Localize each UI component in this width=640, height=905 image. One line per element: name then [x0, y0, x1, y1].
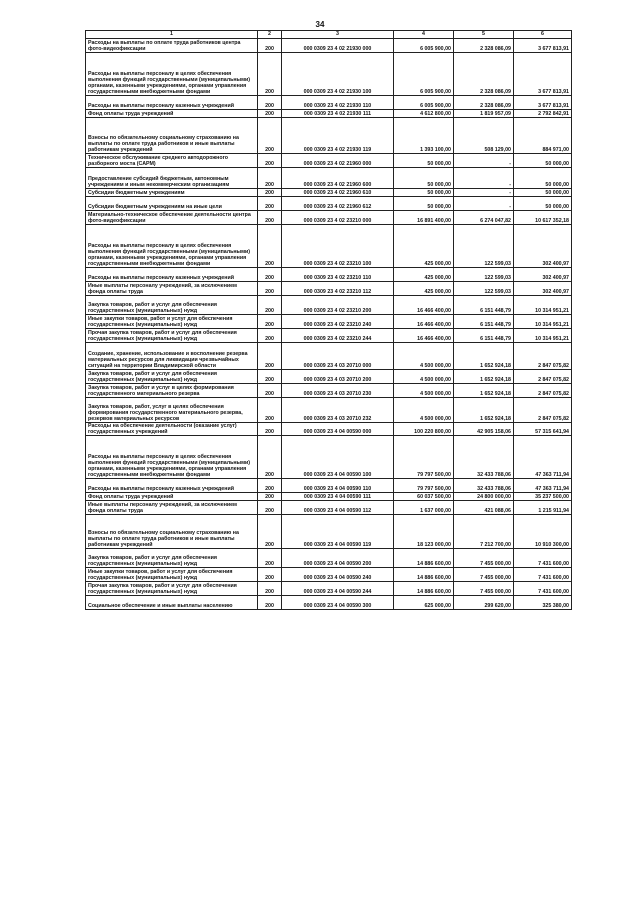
line-code-cell: 200 — [258, 154, 282, 168]
budget-classification-code: 000 0309 23 4 03 20710 230 — [282, 384, 394, 398]
table-row — [86, 189, 572, 197]
approved-amount: 6 005 900,00 — [394, 39, 454, 53]
unexecuted-amount: 47 363 711,94 — [514, 479, 572, 493]
table-row — [86, 436, 572, 479]
line-code-cell: 200 — [258, 596, 282, 610]
approved-amount: 14 886 600,00 — [394, 549, 454, 568]
executed-amount: - — [454, 197, 514, 211]
line-code-cell: 200 — [258, 118, 282, 154]
line-code-cell: 200 — [258, 398, 282, 423]
unexecuted-amount: 7 431 600,00 — [514, 568, 572, 582]
budget-classification-code: 000 0309 23 4 02 21960 612 — [282, 197, 394, 211]
line-code-cell: 200 — [258, 329, 282, 343]
table-row — [86, 197, 572, 211]
line-item-name: Иные выплаты персоналу учреждений, за исключением фонда оплаты труда — [86, 501, 258, 515]
executed-amount: 24 800 000,00 — [454, 493, 514, 501]
executed-amount: 6 151 448,79 — [454, 296, 514, 315]
approved-amount: 6 005 900,00 — [394, 53, 454, 96]
line-item-name: Прочая закупка товаров, работ и услуг для обеспечения государственных (муниципальных) нужд — [86, 582, 258, 596]
table-row — [86, 168, 572, 189]
budget-classification-code: 000 0309 23 4 02 21960 600 — [282, 168, 394, 189]
table-row — [86, 515, 572, 549]
unexecuted-amount: 302 400,97 — [514, 282, 572, 296]
line-code-cell: 200 — [258, 315, 282, 329]
line-item-name: Расходы на выплаты персоналу казенных учреждений — [86, 479, 258, 493]
budget-execution-table — [85, 30, 572, 610]
executed-amount: 7 455 000,00 — [454, 568, 514, 582]
unexecuted-amount: 325 380,00 — [514, 596, 572, 610]
table-row — [86, 370, 572, 384]
table-row — [86, 549, 572, 568]
line-code-cell: 200 — [258, 343, 282, 370]
budget-classification-code: 000 0309 23 4 02 21960 000 — [282, 154, 394, 168]
line-item-name: Предоставление субсидий бюджетным, автономным учреждениям и иным некоммерческим организациям — [86, 168, 258, 189]
unexecuted-amount: 10 314 951,21 — [514, 329, 572, 343]
approved-amount: 50 000,00 — [394, 154, 454, 168]
approved-amount: 425 000,00 — [394, 268, 454, 282]
budget-classification-code: 000 0309 23 4 02 23210 112 — [282, 282, 394, 296]
approved-amount: 16 466 400,00 — [394, 296, 454, 315]
budget-classification-code: 000 0309 23 4 04 00590 200 — [282, 549, 394, 568]
approved-amount: 50 000,00 — [394, 197, 454, 211]
unexecuted-amount: 50 000,00 — [514, 154, 572, 168]
table-row — [86, 315, 572, 329]
line-code-cell: 200 — [258, 549, 282, 568]
budget-classification-code: 000 0309 23 4 02 23210 000 — [282, 211, 394, 225]
approved-amount: 16 466 400,00 — [394, 315, 454, 329]
approved-amount: 18 123 000,00 — [394, 515, 454, 549]
table-row — [86, 568, 572, 582]
executed-amount: 42 905 158,06 — [454, 423, 514, 436]
line-code-cell: 200 — [258, 197, 282, 211]
approved-amount: 1 393 100,00 — [394, 118, 454, 154]
unexecuted-amount: 10 314 951,21 — [514, 315, 572, 329]
approved-amount: 14 886 600,00 — [394, 582, 454, 596]
budget-classification-code: 000 0309 23 4 02 21930 119 — [282, 118, 394, 154]
budget-classification-code: 000 0309 23 4 02 23210 100 — [282, 225, 394, 268]
approved-amount: 1 637 000,00 — [394, 501, 454, 515]
budget-classification-code: 000 0309 23 4 04 00590 110 — [282, 479, 394, 493]
table-row — [86, 211, 572, 225]
table-row — [86, 118, 572, 154]
approved-amount: 100 220 800,00 — [394, 423, 454, 436]
budget-classification-code: 000 0309 23 4 03 20710 200 — [282, 370, 394, 384]
table-row — [86, 96, 572, 110]
line-item-name: Взносы по обязательному социальному страхованию на выплаты по оплате труда работников и иные выплаты работникам учреждений — [86, 515, 258, 549]
table-row — [86, 268, 572, 282]
line-code-cell: 200 — [258, 168, 282, 189]
table-row — [86, 423, 572, 436]
executed-amount: 6 274 047,82 — [454, 211, 514, 225]
executed-amount: 1 819 957,09 — [454, 110, 514, 118]
line-code-cell: 200 — [258, 423, 282, 436]
column-number-4: 4 — [394, 31, 454, 39]
approved-amount: 60 037 500,00 — [394, 493, 454, 501]
budget-classification-code: 000 0309 23 4 02 23210 240 — [282, 315, 394, 329]
column-number-1: 1 — [86, 31, 258, 39]
executed-amount: 2 328 086,09 — [454, 96, 514, 110]
line-item-name: Иные выплаты персоналу учреждений, за исключением фонда оплаты труда — [86, 282, 258, 296]
line-code-cell: 200 — [258, 384, 282, 398]
line-item-name: Прочая закупка товаров, работ и услуг для обеспечения государственных (муниципальных) нужд — [86, 329, 258, 343]
line-item-name: Закупка товаров, работ и услуг для обеспечения государственных (муниципальных) нужд — [86, 549, 258, 568]
unexecuted-amount: 50 000,00 — [514, 189, 572, 197]
unexecuted-amount: 2 847 075,82 — [514, 370, 572, 384]
unexecuted-amount: 2 847 075,82 — [514, 398, 572, 423]
line-code-cell: 200 — [258, 39, 282, 53]
executed-amount: 1 652 924,18 — [454, 343, 514, 370]
line-code-cell: 200 — [258, 110, 282, 118]
executed-amount: 2 328 086,09 — [454, 39, 514, 53]
executed-amount: 421 088,06 — [454, 501, 514, 515]
unexecuted-amount: 3 677 813,91 — [514, 39, 572, 53]
approved-amount: 625 000,00 — [394, 596, 454, 610]
executed-amount: 32 433 788,06 — [454, 436, 514, 479]
budget-classification-code: 000 0309 23 4 04 00590 111 — [282, 493, 394, 501]
line-item-name: Техническое обслуживание среднего автодорожного разборного моста (САРМ) — [86, 154, 258, 168]
approved-amount: 4 500 000,00 — [394, 343, 454, 370]
line-item-name: Социальное обеспечение и иные выплаты населению — [86, 596, 258, 610]
table-row — [86, 479, 572, 493]
table-row — [86, 53, 572, 96]
executed-amount: 299 620,00 — [454, 596, 514, 610]
line-code-cell: 200 — [258, 225, 282, 268]
line-item-name: Расходы на выплаты персоналу казенных учреждений — [86, 268, 258, 282]
column-number-5: 5 — [454, 31, 514, 39]
budget-classification-code: 000 0309 23 4 02 21930 111 — [282, 110, 394, 118]
executed-amount: 6 151 448,79 — [454, 315, 514, 329]
line-item-name: Фонд оплаты труда учреждений — [86, 493, 258, 501]
unexecuted-amount: 7 431 600,00 — [514, 582, 572, 596]
column-number-2: 2 — [258, 31, 282, 39]
table-row — [86, 110, 572, 118]
line-code-cell: 200 — [258, 189, 282, 197]
table-row — [86, 343, 572, 370]
unexecuted-amount: 302 400,97 — [514, 268, 572, 282]
line-item-name: Иные закупки товаров, работ и услуг для обеспечения государственных (муниципальных) нужд — [86, 568, 258, 582]
budget-classification-code: 000 0309 23 4 04 00590 119 — [282, 515, 394, 549]
executed-amount: 1 652 924,18 — [454, 398, 514, 423]
table-row — [86, 596, 572, 610]
line-item-name: Расходы на выплаты персоналу в целях обеспечения выполнения функций государственными (муниципальными) органами, казенными учреждениями, органами управления государственными внебюджетными фондами — [86, 436, 258, 479]
unexecuted-amount: 7 431 600,00 — [514, 549, 572, 568]
table-row — [86, 154, 572, 168]
line-item-name: Фонд оплаты труда учреждений — [86, 110, 258, 118]
budget-classification-code: 000 0309 23 4 04 00590 112 — [282, 501, 394, 515]
budget-classification-code: 000 0309 23 4 04 00590 240 — [282, 568, 394, 582]
line-code-cell: 200 — [258, 296, 282, 315]
line-code-cell: 200 — [258, 582, 282, 596]
line-code-cell: 200 — [258, 568, 282, 582]
table-row — [86, 225, 572, 268]
approved-amount: 425 000,00 — [394, 282, 454, 296]
executed-amount: - — [454, 168, 514, 189]
line-code-cell: 200 — [258, 268, 282, 282]
executed-amount: 7 455 000,00 — [454, 549, 514, 568]
approved-amount: 79 797 500,00 — [394, 436, 454, 479]
executed-amount: 6 151 448,79 — [454, 329, 514, 343]
page-number: 34 — [315, 20, 325, 29]
line-item-name: Закупка товаров, работ и услуг в целях формирования государственного материального резерва — [86, 384, 258, 398]
budget-classification-code: 000 0309 23 4 04 00590 100 — [282, 436, 394, 479]
line-item-name: Расходы на выплаты по оплате труда работников центра фото-видеофиксации — [86, 39, 258, 53]
table-row — [86, 296, 572, 315]
line-item-name: Закупка товаров, работ и услуг для обеспечения государственных (муниципальных) нужд — [86, 370, 258, 384]
table-row — [86, 398, 572, 423]
column-number-6: 6 — [514, 31, 572, 39]
executed-amount: - — [454, 154, 514, 168]
line-item-name: Расходы на выплаты персоналу в целях обеспечения выполнения функций государственными (муниципальными) органами, казенными учреждениями, органами управления государственными внебюджетными фондами — [86, 53, 258, 96]
approved-amount: 79 797 500,00 — [394, 479, 454, 493]
line-item-name: Создание, хранение, использование и восполнение резерва материальных ресурсов для ликвидации чрезвычайных ситуаций на территории Владимирской области — [86, 343, 258, 370]
line-code-cell: 200 — [258, 370, 282, 384]
approved-amount: 16 891 400,00 — [394, 211, 454, 225]
line-code-cell: 200 — [258, 501, 282, 515]
executed-amount: 122 599,03 — [454, 282, 514, 296]
line-item-name: Закупка товаров, работ и услуг для обеспечения государственных (муниципальных) нужд — [86, 296, 258, 315]
executed-amount: 508 129,00 — [454, 118, 514, 154]
budget-classification-code: 000 0309 23 4 03 20710 000 — [282, 343, 394, 370]
unexecuted-amount: 57 315 641,94 — [514, 423, 572, 436]
unexecuted-amount: 35 237 500,00 — [514, 493, 572, 501]
approved-amount: 6 005 900,00 — [394, 96, 454, 110]
line-code-cell: 200 — [258, 493, 282, 501]
line-code-cell: 200 — [258, 282, 282, 296]
table-row — [86, 329, 572, 343]
unexecuted-amount: 2 847 075,82 — [514, 343, 572, 370]
executed-amount: 32 433 788,06 — [454, 479, 514, 493]
line-item-name: Субсидии бюджетным учреждениям — [86, 189, 258, 197]
approved-amount: 4 500 000,00 — [394, 398, 454, 423]
executed-amount: 7 212 700,00 — [454, 515, 514, 549]
budget-classification-code: 000 0309 23 4 02 23210 244 — [282, 329, 394, 343]
unexecuted-amount: 2 792 842,91 — [514, 110, 572, 118]
budget-classification-code: 000 0309 23 4 04 00590 000 — [282, 423, 394, 436]
executed-amount: 7 455 000,00 — [454, 582, 514, 596]
line-code-cell: 200 — [258, 479, 282, 493]
budget-classification-code: 000 0309 23 4 02 23210 200 — [282, 296, 394, 315]
unexecuted-amount: 50 000,00 — [514, 168, 572, 189]
line-item-name: Взносы по обязательному социальному страхованию на выплаты по оплате труда работников и иные выплаты работникам учреждений — [86, 118, 258, 154]
unexecuted-amount: 302 400,97 — [514, 225, 572, 268]
table-row — [86, 582, 572, 596]
budget-classification-code: 000 0309 23 4 02 21960 610 — [282, 189, 394, 197]
unexecuted-amount: 10 314 951,21 — [514, 296, 572, 315]
line-item-name: Материально-техническое обеспечение деятельности центра фото-видеофиксации — [86, 211, 258, 225]
unexecuted-amount: 1 215 911,94 — [514, 501, 572, 515]
budget-classification-code: 000 0309 23 4 02 21930 000 — [282, 39, 394, 53]
approved-amount: 4 500 000,00 — [394, 384, 454, 398]
line-item-name: Субсидии бюджетным учреждениям на иные цели — [86, 197, 258, 211]
line-code-cell: 200 — [258, 96, 282, 110]
unexecuted-amount: 50 000,00 — [514, 197, 572, 211]
executed-amount: 122 599,03 — [454, 225, 514, 268]
line-item-name: Расходы на выплаты персоналу казенных учреждений — [86, 96, 258, 110]
unexecuted-amount: 3 677 813,91 — [514, 53, 572, 96]
approved-amount: 4 612 800,00 — [394, 110, 454, 118]
approved-amount: 16 466 400,00 — [394, 329, 454, 343]
unexecuted-amount: 47 363 711,94 — [514, 436, 572, 479]
executed-amount: - — [454, 189, 514, 197]
approved-amount: 4 500 000,00 — [394, 370, 454, 384]
executed-amount: 122 599,03 — [454, 268, 514, 282]
line-code-cell: 200 — [258, 515, 282, 549]
line-item-name: Закупка товаров, работ, услуг в целях обеспечения формирования государственного материального резерва, резервов материальных ресурсов — [86, 398, 258, 423]
line-code-cell: 200 — [258, 211, 282, 225]
line-code-cell: 200 — [258, 436, 282, 479]
line-item-name: Расходы на обеспечение деятельности (оказание услуг) государственных учреждений — [86, 423, 258, 436]
budget-classification-code: 000 0309 23 4 02 21930 100 — [282, 53, 394, 96]
budget-classification-code: 000 0309 23 4 04 00590 300 — [282, 596, 394, 610]
budget-classification-code: 000 0309 23 4 02 23210 110 — [282, 268, 394, 282]
approved-amount: 425 000,00 — [394, 225, 454, 268]
unexecuted-amount: 884 971,00 — [514, 118, 572, 154]
approved-amount: 14 886 600,00 — [394, 568, 454, 582]
budget-classification-code: 000 0309 23 4 02 21930 110 — [282, 96, 394, 110]
column-number-header-row — [86, 31, 572, 39]
table-row — [86, 282, 572, 296]
line-code-cell: 200 — [258, 53, 282, 96]
column-number-3: 3 — [282, 31, 394, 39]
line-item-name: Расходы на выплаты персоналу в целях обеспечения выполнения функций государственными (муниципальными) органами, казенными учреждениями, органами управления государственными внебюджетными фондами — [86, 225, 258, 268]
unexecuted-amount: 2 847 075,82 — [514, 384, 572, 398]
unexecuted-amount: 10 910 300,00 — [514, 515, 572, 549]
line-item-name: Иные закупки товаров, работ и услуг для обеспечения государственных (муниципальных) нужд — [86, 315, 258, 329]
table-row — [86, 384, 572, 398]
budget-classification-code: 000 0309 23 4 04 00590 244 — [282, 582, 394, 596]
table-row — [86, 493, 572, 501]
table-row — [86, 501, 572, 515]
unexecuted-amount: 10 617 352,18 — [514, 211, 572, 225]
executed-amount: 1 652 924,18 — [454, 370, 514, 384]
table-row — [86, 39, 572, 53]
budget-classification-code: 000 0309 23 4 03 20710 232 — [282, 398, 394, 423]
unexecuted-amount: 3 677 813,91 — [514, 96, 572, 110]
approved-amount: 50 000,00 — [394, 168, 454, 189]
approved-amount: 50 000,00 — [394, 189, 454, 197]
executed-amount: 1 652 924,18 — [454, 384, 514, 398]
executed-amount: 2 328 086,09 — [454, 53, 514, 96]
